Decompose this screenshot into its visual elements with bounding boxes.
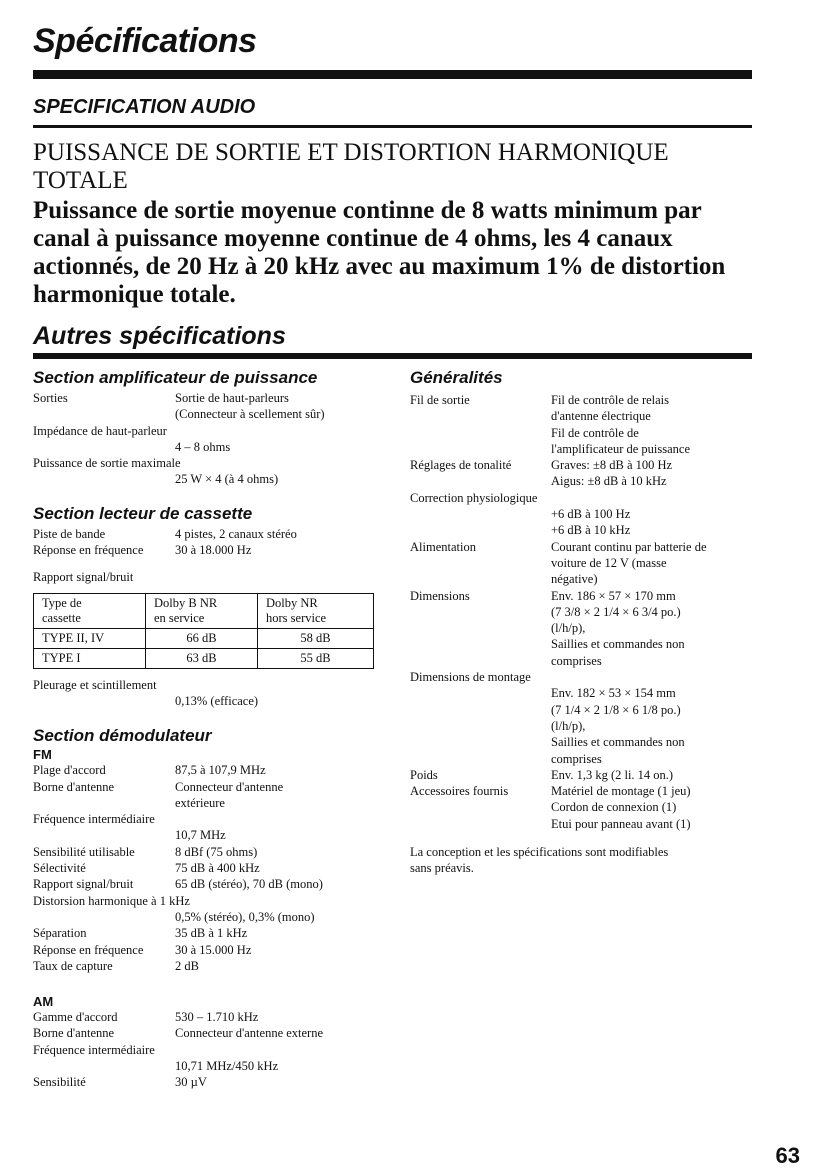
spec-value: Cordon de connexion (1) xyxy=(551,800,677,815)
table-row xyxy=(34,648,374,668)
fm-specs xyxy=(33,762,378,974)
fm-label: FM xyxy=(33,747,52,763)
table-header-row xyxy=(34,593,374,628)
spec-value: 30 à 15.000 Hz xyxy=(175,942,252,957)
spec-label: Séparation xyxy=(33,926,87,941)
am-label: AM xyxy=(33,994,54,1010)
spec-label: Réglages de tonalité xyxy=(410,458,512,473)
spec-value: 8 dBf (75 ohms) xyxy=(175,844,258,859)
spec-value: Sortie de haut-parleurs xyxy=(175,391,289,405)
spec-value: 25 W × 4 (à 4 ohms) xyxy=(175,472,279,487)
spec-value: 30 µV xyxy=(175,1075,207,1090)
spec-label: Distorsion harmonique à 1 kHz xyxy=(33,893,190,908)
power-text xyxy=(33,197,753,309)
spec-label: Piste de bande xyxy=(33,526,106,541)
page-number: 63 xyxy=(775,1143,800,1168)
spec-value: +6 dB à 10 kHz xyxy=(551,523,631,538)
spec-label: Dimensions xyxy=(410,588,470,603)
note-text: La conception et les spécifications sont modifiables xyxy=(410,845,669,860)
spec-label: Puissance de sortie maximale xyxy=(33,456,181,471)
spec-value: Fil de contrôle de xyxy=(551,425,639,440)
spec-value: Env. 182 × 53 × 154 mm xyxy=(551,686,676,701)
spec-label: Dimensions de montage xyxy=(410,670,531,685)
other-specs-rule xyxy=(33,353,752,359)
spec-value: Connecteur d'antenne externe xyxy=(175,1026,324,1041)
spec-value: (l/h/p), xyxy=(551,718,586,733)
spec-value: (l/h/p), xyxy=(551,621,586,636)
table-row xyxy=(34,628,374,648)
spec-label: Sensibilité utilisable xyxy=(33,844,135,859)
table-header-cell: Type de cassette xyxy=(34,593,146,628)
table-cell: 55 dB xyxy=(258,648,374,668)
spec-label: Gamme d'accord xyxy=(33,1010,118,1025)
page-title: Spécifications xyxy=(33,22,257,60)
spec-value: 530 – 1.710 kHz xyxy=(175,1010,259,1025)
spec-value: 2 dB xyxy=(175,958,199,973)
spec-value: 0,5% (stéréo), 0,3% (mono) xyxy=(175,909,315,924)
spec-value: 10,71 MHz/450 kHz xyxy=(175,1059,279,1074)
snr-table xyxy=(33,593,374,669)
spec-label: Borne d'antenne xyxy=(33,779,115,794)
spec-label: Pleurage et scintillement xyxy=(33,677,157,692)
left-column xyxy=(33,368,378,1091)
right-column xyxy=(410,368,760,877)
spec-value: 4 pistes, 2 canaux stéréo xyxy=(175,526,297,541)
spec-value: comprises xyxy=(551,653,602,668)
spec-label: Sorties xyxy=(33,391,68,405)
spec-value: Etui pour panneau avant (1) xyxy=(551,816,691,831)
spec-value: +6 dB à 100 Hz xyxy=(551,507,631,522)
spec-label: Poids xyxy=(410,767,438,782)
general-specs xyxy=(410,392,760,877)
audio-rule xyxy=(33,125,752,128)
spec-label: Fil de sortie xyxy=(410,393,470,407)
table-cell: TYPE II, IV xyxy=(34,628,146,648)
general-section-heading: Généralités xyxy=(410,368,503,387)
spec-label: Rapport signal/bruit xyxy=(33,877,134,892)
amp-section-heading: Section amplificateur de puissance xyxy=(33,368,318,387)
spec-value: 0,13% (efficace) xyxy=(175,693,259,708)
table-header-cell: Dolby B NR en service xyxy=(146,593,258,628)
power-text-line-2: canal à puissance moyenne continue de 4 ohms, les 4 canaux xyxy=(33,225,673,252)
spec-value: Env. 1,3 kg (2 li. 14 on.) xyxy=(551,767,674,782)
table-cell: 63 dB xyxy=(146,648,258,668)
spec-value: voiture de 12 V (masse xyxy=(551,555,667,570)
spec-value: Fil de contrôle de relais xyxy=(551,393,670,407)
power-heading xyxy=(33,139,753,195)
spec-value: 35 dB à 1 kHz xyxy=(175,926,248,941)
wow-specs xyxy=(33,677,378,710)
power-text-line-1: Puissance de sortie moyenue continne de 8 watts minimum par xyxy=(33,197,702,224)
spec-label: Impédance de haut-parleur xyxy=(33,423,167,438)
spec-value: 10,7 MHz xyxy=(175,828,226,843)
spec-value: (7 1/4 × 2 1/8 × 6 1/8 po.) xyxy=(551,702,681,717)
power-heading-line-2: TOTALE xyxy=(33,167,128,194)
spec-label: Rapport signal/bruit xyxy=(33,570,134,585)
note-text: sans préavis. xyxy=(410,861,474,876)
spec-value: négative) xyxy=(551,572,598,587)
tuner-section-heading: Section démodulateur xyxy=(33,726,212,746)
cassette-specs xyxy=(33,526,378,586)
spec-label: Fréquence intermédiaire xyxy=(33,812,155,827)
power-text-line-4: harmonique totale. xyxy=(33,281,236,308)
spec-value: 30 à 18.000 Hz xyxy=(175,543,252,558)
spec-label: Alimentation xyxy=(410,539,476,554)
am-specs xyxy=(33,1009,378,1090)
spec-value: d'antenne électrique xyxy=(551,409,651,424)
spec-label: Borne d'antenne xyxy=(33,1026,115,1041)
spec-value: comprises xyxy=(551,751,602,766)
amp-specs xyxy=(33,390,378,488)
spec-value: Saillies et commandes non xyxy=(551,637,685,652)
spec-value: Graves: ±8 dB à 100 Hz xyxy=(551,458,673,473)
spec-value: Aigus: ±8 dB à 10 kHz xyxy=(551,474,667,489)
spec-value: (7 3/8 × 2 1/4 × 6 3/4 po.) xyxy=(551,604,681,619)
spec-label: Accessoires fournis xyxy=(410,784,509,799)
other-specs-heading: Autres spécifications xyxy=(33,322,286,350)
spec-label: Sensibilité xyxy=(33,1075,86,1090)
spec-value: Connecteur d'antenne xyxy=(175,779,284,794)
spec-value: extérieure xyxy=(175,795,225,810)
spec-label: Sélectivité xyxy=(33,861,86,876)
spec-value: Saillies et commandes non xyxy=(551,735,685,750)
spec-value: 65 dB (stéréo), 70 dB (mono) xyxy=(175,877,323,892)
power-text-line-3: actionnés, de 20 Hz à 20 kHz avec au maximum 1% de distortion xyxy=(33,253,726,280)
table-cell: 66 dB xyxy=(146,628,258,648)
spec-label: Plage d'accord xyxy=(33,763,106,778)
spec-label: Correction physiologique xyxy=(410,490,538,505)
spec-value: 87,5 à 107,9 MHz xyxy=(175,763,266,778)
spec-value: 75 dB à 400 kHz xyxy=(175,861,260,876)
spec-label: Taux de capture xyxy=(33,958,113,973)
spec-value: Matériel de montage (1 jeu) xyxy=(551,784,691,799)
spec-label: Fréquence intermédiaire xyxy=(33,1042,155,1057)
spec-label: Réponse en fréquence xyxy=(33,543,144,558)
spec-value: (Connecteur à scellement sûr) xyxy=(175,407,325,422)
spec-value: 4 – 8 ohms xyxy=(175,439,231,454)
spec-value: l'amplificateur de puissance xyxy=(551,441,691,456)
power-heading-line-1: PUISSANCE DE SORTIE ET DISTORTION HARMONIQUE xyxy=(33,139,669,166)
table-cell: TYPE I xyxy=(34,648,146,668)
cassette-section-heading: Section lecteur de cassette xyxy=(33,503,253,523)
spec-value: Courant continu par batterie de xyxy=(551,539,707,554)
table-cell: 58 dB xyxy=(258,628,374,648)
spec-label: Réponse en fréquence xyxy=(33,942,144,957)
table-header-cell: Dolby NR hors service xyxy=(258,593,374,628)
audio-heading: SPECIFICATION AUDIO xyxy=(33,96,256,118)
title-rule xyxy=(33,70,752,79)
spec-value: Env. 186 × 57 × 170 mm xyxy=(551,588,676,603)
